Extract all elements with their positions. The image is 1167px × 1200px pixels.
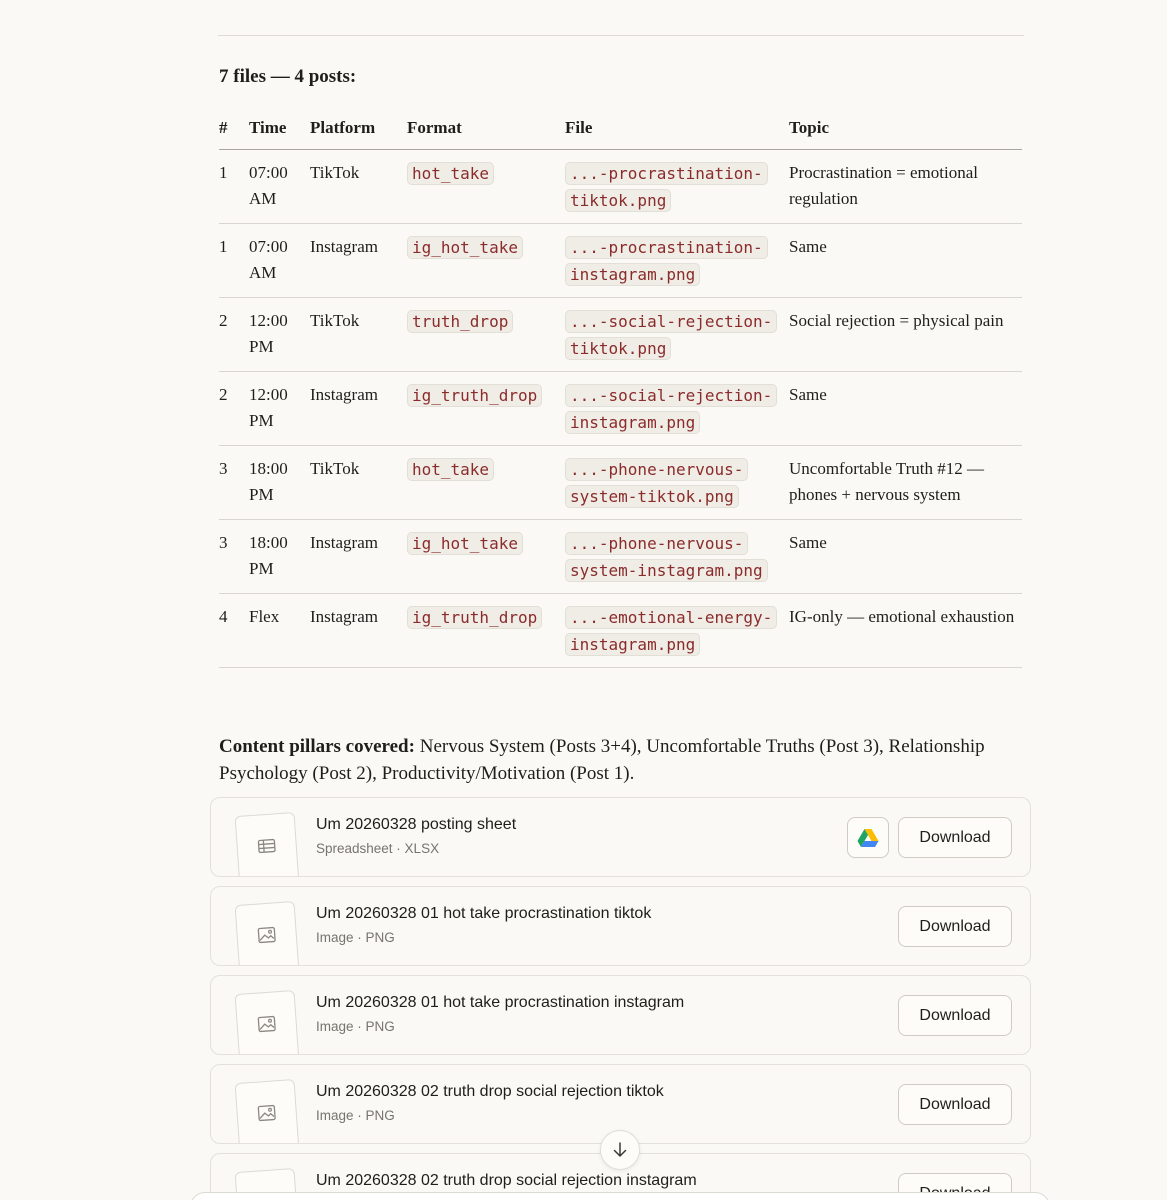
arrow-down-icon: [611, 1141, 629, 1159]
table-row: [219, 519, 1022, 593]
file-cell: [565, 371, 789, 445]
topic-cell: Social rejection = physical pain: [789, 297, 1022, 371]
save-to-drive-button[interactable]: [847, 817, 889, 858]
platform-cell: Instagram: [310, 593, 407, 667]
posting-table: [219, 108, 1022, 668]
file-code: ...-phone-nervous-system-tiktok.png: [565, 458, 748, 508]
format-cell: [407, 149, 565, 223]
file-title: Um 20260328 01 hot take procrastination tiktok: [316, 905, 652, 922]
platform-cell: Instagram: [310, 223, 407, 297]
file-attachment-card[interactable]: [210, 797, 1031, 877]
num-cell: 2: [219, 297, 249, 371]
header-file: File: [565, 108, 789, 149]
image-icon: [255, 1101, 278, 1124]
download-button[interactable]: Download: [898, 1084, 1012, 1125]
message-composer[interactable]: [190, 1192, 1050, 1200]
file-cell: [565, 223, 789, 297]
format-cell: [407, 297, 565, 371]
table-row: [219, 223, 1022, 297]
platform-cell: TikTok: [310, 297, 407, 371]
topic-cell: Uncomfortable Truth #12 — phones + nervous system: [789, 445, 1022, 519]
file-thumbnail: [235, 901, 300, 966]
divider: [218, 35, 1024, 36]
file-thumbnail: [235, 990, 300, 1055]
time-cell: 18:00 PM: [249, 519, 310, 593]
file-title: Um 20260328 02 truth drop social rejection instagram: [316, 1172, 697, 1189]
file-type: Spreadsheet · XLSX: [316, 841, 440, 856]
format-cell: [407, 593, 565, 667]
content-pillars: [219, 733, 1019, 787]
topic-cell: Same: [789, 223, 1022, 297]
header-platform: Platform: [310, 108, 407, 149]
format-cell: [407, 371, 565, 445]
topic-cell: IG-only — emotional exhaustion: [789, 593, 1022, 667]
format-code: hot_take: [407, 458, 494, 481]
num-cell: 1: [219, 223, 249, 297]
platform-cell: TikTok: [310, 149, 407, 223]
header-topic: Topic: [789, 108, 1022, 149]
file-cell: [565, 445, 789, 519]
format-cell: [407, 223, 565, 297]
pillars-label: Content pillars covered:: [219, 736, 415, 757]
format-code: truth_drop: [407, 310, 513, 333]
platform-cell: TikTok: [310, 445, 407, 519]
header-format: Format: [407, 108, 565, 149]
format-cell: [407, 445, 565, 519]
image-icon: [255, 923, 278, 946]
download-button[interactable]: Download: [898, 995, 1012, 1036]
format-code: ig_hot_take: [407, 236, 523, 259]
pillars-text: Nervous System (Posts 3+4), Uncomfortable Truths (Post 3), Relationship Psychology (Post 2), Productivity/Motivation (Post 1).: [219, 736, 985, 784]
file-code: ...-emotional-energy-instagram.png: [565, 606, 777, 656]
file-title: Um 20260328 02 truth drop social rejection tiktok: [316, 1083, 664, 1100]
time-cell: Flex: [249, 593, 310, 667]
header-time: Time: [249, 108, 310, 149]
scroll-down-button[interactable]: [600, 1130, 640, 1170]
num-cell: 3: [219, 519, 249, 593]
topic-cell: Same: [789, 519, 1022, 593]
table-row: [219, 445, 1022, 519]
time-cell: 12:00 PM: [249, 297, 310, 371]
file-cell: [565, 519, 789, 593]
num-cell: 1: [219, 149, 249, 223]
platform-cell: Instagram: [310, 519, 407, 593]
format-code: ig_truth_drop: [407, 384, 542, 407]
google-drive-icon: [857, 828, 879, 848]
file-code: ...-procrastination-instagram.png: [565, 236, 768, 286]
topic-cell: Same: [789, 371, 1022, 445]
file-title: Um 20260328 posting sheet: [316, 816, 517, 833]
platform-cell: Instagram: [310, 371, 407, 445]
file-type: Image · PNG: [316, 1108, 395, 1123]
format-code: hot_take: [407, 162, 494, 185]
file-attachment-card[interactable]: [210, 975, 1031, 1055]
table-row: [219, 593, 1022, 667]
file-code: ...-phone-nervous-system-instagram.png: [565, 532, 768, 582]
file-cell: [565, 149, 789, 223]
table-row: [219, 371, 1022, 445]
table-header-row: [219, 108, 1022, 149]
image-icon: [255, 1012, 278, 1035]
files-heading: 7 files — 4 posts:: [219, 66, 357, 87]
file-type: Image · PNG: [316, 930, 395, 945]
file-attachment-card[interactable]: [210, 886, 1031, 966]
num-cell: 3: [219, 445, 249, 519]
file-thumbnail: [235, 1079, 300, 1144]
format-code: ig_truth_drop: [407, 606, 542, 629]
file-code: ...-social-rejection-instagram.png: [565, 384, 777, 434]
topic-cell: Procrastination = emotional regulation: [789, 149, 1022, 223]
file-code: ...-procrastination-tiktok.png: [565, 162, 768, 212]
time-cell: 07:00 AM: [249, 149, 310, 223]
table-row: [219, 297, 1022, 371]
format-code: ig_hot_take: [407, 532, 523, 555]
spreadsheet-icon: [255, 834, 278, 857]
file-cell: [565, 297, 789, 371]
download-button[interactable]: Download: [898, 906, 1012, 947]
download-button[interactable]: Download: [898, 817, 1012, 858]
file-cell: [565, 593, 789, 667]
file-thumbnail: [235, 812, 300, 877]
time-cell: 07:00 AM: [249, 223, 310, 297]
num-cell: 4: [219, 593, 249, 667]
time-cell: 12:00 PM: [249, 371, 310, 445]
time-cell: 18:00 PM: [249, 445, 310, 519]
table-row: [219, 149, 1022, 223]
file-title: Um 20260328 01 hot take procrastination instagram: [316, 994, 685, 1011]
file-type: Image · PNG: [316, 1019, 395, 1034]
num-cell: 2: [219, 371, 249, 445]
format-cell: [407, 519, 565, 593]
file-code: ...-social-rejection-tiktok.png: [565, 310, 777, 360]
header-num: #: [219, 108, 249, 149]
